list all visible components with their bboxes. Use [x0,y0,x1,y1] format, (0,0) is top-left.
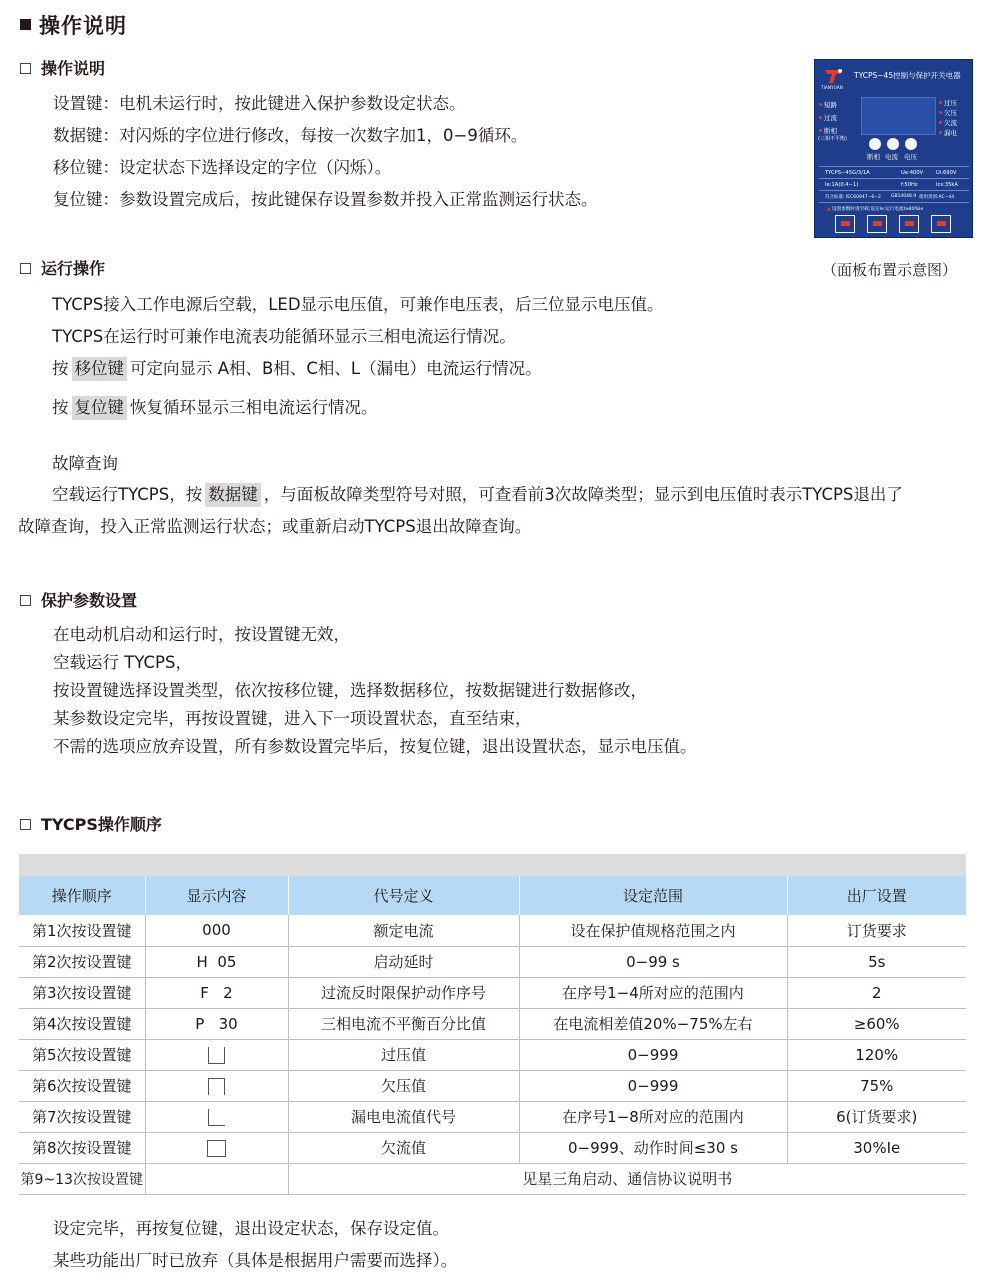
led-icon [939,131,942,134]
table-row [19,1039,966,1070]
cell-display: P 30 [145,1008,288,1039]
table-row [19,1070,966,1101]
fault-line: 空载运行TYCPS，按 数据键 ，与面板故障类型符号对照，可查看前3次故障类型；显示到电压值时表示TYCPS退出了 [52,479,903,511]
text-line: 按设置键选择设置类型，依次按移位键，选择数据移位，按数据键进行数据修改， [53,681,647,700]
panel-warning: ▲ 设置参数时请空载;设定Ie:运行电流I≥80%Ie [827,207,924,212]
reset-key [931,215,951,233]
data-key [867,215,887,233]
phase-button [869,138,881,150]
page-title: 操作说明 [20,10,127,40]
cell-display: 000 [145,915,288,946]
leakage-symbol-icon [208,1109,225,1126]
button-label: 电流 [885,153,898,161]
text-line: 在电动机启动和运行时，按设置键无效， [53,625,350,644]
cell-range: 0−999、动作时间≤30 s [519,1132,787,1163]
checkbox-bullet-icon [20,595,31,606]
cell-step: 第4次按设置键 [19,1008,145,1039]
cell-step: 第1次按设置键 [19,915,145,946]
led-icon [939,111,942,114]
cell-display: F 2 [145,977,288,1008]
cell-step: 第3次按设置键 [19,977,145,1008]
indicator-overvoltage: 过压 [939,98,957,107]
cell-range: 在序号1−4所对应的范围内 [519,977,787,1008]
cell-factory: 2 [787,977,966,1008]
divider [819,202,969,203]
cell-factory: 75% [787,1070,966,1101]
cell-step: 第5次按设置键 [19,1039,145,1070]
spec-ui: Ui:690V [936,170,957,176]
divider [819,178,969,179]
led-icon [939,101,942,104]
header-display: 显示内容 [145,876,288,915]
led-icon [819,103,822,106]
header-definition: 代号定义 [288,876,519,915]
cell-display [145,1039,288,1070]
spec-gb: GB14048.9 [891,194,917,199]
table-top-bar [19,854,966,876]
led-icon [819,129,822,132]
header-factory: 出厂设置 [787,876,966,915]
lcd-display [861,97,936,135]
cell-factory: 120% [787,1039,966,1070]
table-header-row [19,876,966,915]
text-line: 数据键：对闪烁的字位进行修改，每按一次数字加1，0−9循环。 [53,126,528,145]
cell-factory: 订货要求 [787,915,966,946]
cell-factory: 5s [787,946,966,977]
cell-range: 0−999 [519,1070,787,1101]
indicator-phase-loss: 断相 [819,126,837,135]
spec-ics: Ics:35kA [936,182,958,188]
indicator-undercurrent: 欠流 [939,118,957,127]
table-row [19,1163,966,1194]
cell-range: 设在保护值规格范围之内 [519,915,787,946]
spec-ie: Ie:1A(0.4−1) [825,182,859,188]
text-line: 某些功能出厂时已放弃（具体是根据用户需要而选择）。 [53,1251,458,1270]
indicator-leakage: 漏电 [939,128,957,137]
section-heading-sequence: TYCPS操作顺序 [20,812,162,835]
header-range: 设定范围 [519,876,787,915]
square-bullet-icon [20,19,31,30]
fault-title: 故障查询 [52,454,118,473]
text-line: 某参数设定完毕，再按设置键，进入下一项设置状态，直至结束， [53,709,532,728]
cell-definition: 漏电电流值代号 [288,1101,519,1132]
text-line-reset: 按 复位键 恢复循环显示三相电流运行情况。 [52,392,378,424]
text-line: 设置键：电机未运行时，按此键进入保护参数设定状态。 [53,94,466,113]
text-line: 设定完毕，再按复位键，退出设定状态，保存设定值。 [53,1219,449,1238]
checkbox-bullet-icon [20,819,31,830]
cell-step: 第6次按设置键 [19,1070,145,1101]
divider [819,190,969,191]
table-row [19,1101,966,1132]
button-label: 断相 [867,153,880,161]
led-icon [819,116,822,119]
spec-category: 使用类别:AC−44 [919,195,955,200]
table-row [19,915,966,946]
panel-title: TYCPS−45控制与保护开关电器 [854,71,961,80]
overvoltage-symbol-icon [208,1047,225,1064]
data-key-label: 数据键 [205,483,261,507]
cell-definition: 启动延时 [288,946,519,977]
text-line: TYCPS在运行时可兼作电流表功能循环显示三相电流运行情况。 [52,327,516,346]
set-key [835,215,855,233]
undercurrent-symbol-icon [207,1140,226,1157]
section-heading-protection: 保护参数设置 [20,588,137,611]
cell-display [145,1132,288,1163]
text-line: 复位键：参数设置完成后，按此键保存设置参数并投入正常监测运行状态。 [53,190,598,209]
cell-step: 第7次按设置键 [19,1101,145,1132]
cell-definition: 过流反时限保护动作序号 [288,977,519,1008]
table-row [19,946,966,977]
cell-step: 第8次按设置键 [19,1132,145,1163]
divider [819,166,969,167]
tianyuan-logo-icon [824,68,844,84]
cell-range: 在电流相差值20%−75%左右 [519,1008,787,1039]
checkbox-bullet-icon [20,263,31,274]
table-row [19,977,966,1008]
text-line-shift: 按 移位键 可定向显示 A相、B相、C相、L（漏电）电流运行情况。 [52,353,542,385]
current-button [887,138,899,150]
fault-line: 故障查询，投入正常监测运行状态；或重新启动TYCPS退出故障查询。 [18,517,532,536]
text-line: 移位键：设定状态下选择设定的字位（闪烁）。 [53,158,392,177]
header-step: 操作顺序 [19,876,145,915]
shift-key-label: 移位键 [72,357,128,381]
spec-model: TYCPS−45G/3/1A [825,170,870,176]
cell-definition: 欠流值 [288,1132,519,1163]
spec-freq: f:50Hz [901,182,918,188]
cell-display [145,1070,288,1101]
cell-range: 0−99 s [519,946,787,977]
panel-diagram [814,59,973,238]
spec-ue: Ue:400V [901,170,924,176]
cell-factory: ≥60% [787,1008,966,1039]
cell-range: 在序号1−8所对应的范围内 [519,1101,787,1132]
cell-merged: 见星三角启动、通信协议说明书 [288,1163,966,1194]
run-description [52,289,664,353]
indicator-short-circuit: 短路 [819,100,837,109]
cell-definition: 过压值 [288,1039,519,1070]
cell-factory: 30%Ie [787,1132,966,1163]
reset-key-label: 复位键 [72,396,128,420]
cell-step: 第9~13次按设置键 [19,1163,145,1194]
section-heading-operation: 操作说明 [20,56,105,79]
protection-description [53,621,697,761]
cell-display [145,1101,288,1132]
cell-step: 第2次按设置键 [19,946,145,977]
led-icon [939,121,942,124]
cell-factory: 6(订货要求) [787,1101,966,1132]
panel-caption: （面板布置示意图） [822,261,958,279]
cell-definition: 欠压值 [288,1070,519,1101]
cell-display: H 05 [145,946,288,977]
indicator-overcurrent: 过流 [819,113,837,122]
text-line: 空载运行 TYCPS， [53,653,192,672]
spec-standard: 符合标准: IEC60947−6−2 [825,195,881,200]
cell-range: 0−999 [519,1039,787,1070]
table-footer [53,1213,457,1277]
section-heading-run: 运行操作 [20,256,105,279]
table-row [19,1008,966,1039]
text-line: 不需的选项应放弃设置，所有参数设置完毕后，按复位键，退出设置状态，显示电压值。 [53,737,697,756]
cell-definition: 三相电流不平衡百分比值 [288,1008,519,1039]
cell-definition: 额定电流 [288,915,519,946]
button-label: 电压 [904,153,917,161]
indicator-phase-unbalance: (三相不平衡) [818,136,847,142]
sequence-table [19,876,966,1195]
table-row [19,1132,966,1163]
brand-name: TIANYUAN [821,85,844,90]
operation-description [53,88,598,216]
cell-display [145,1163,288,1194]
checkbox-bullet-icon [20,63,31,74]
indicator-undervoltage: 欠压 [939,108,957,117]
undervoltage-symbol-icon [208,1078,225,1095]
voltage-button [905,138,917,150]
shift-key [899,215,919,233]
text-line: TYCPS接入工作电源后空载，LED显示电压值，可兼作电压表，后三位显示电压值。 [52,295,664,314]
